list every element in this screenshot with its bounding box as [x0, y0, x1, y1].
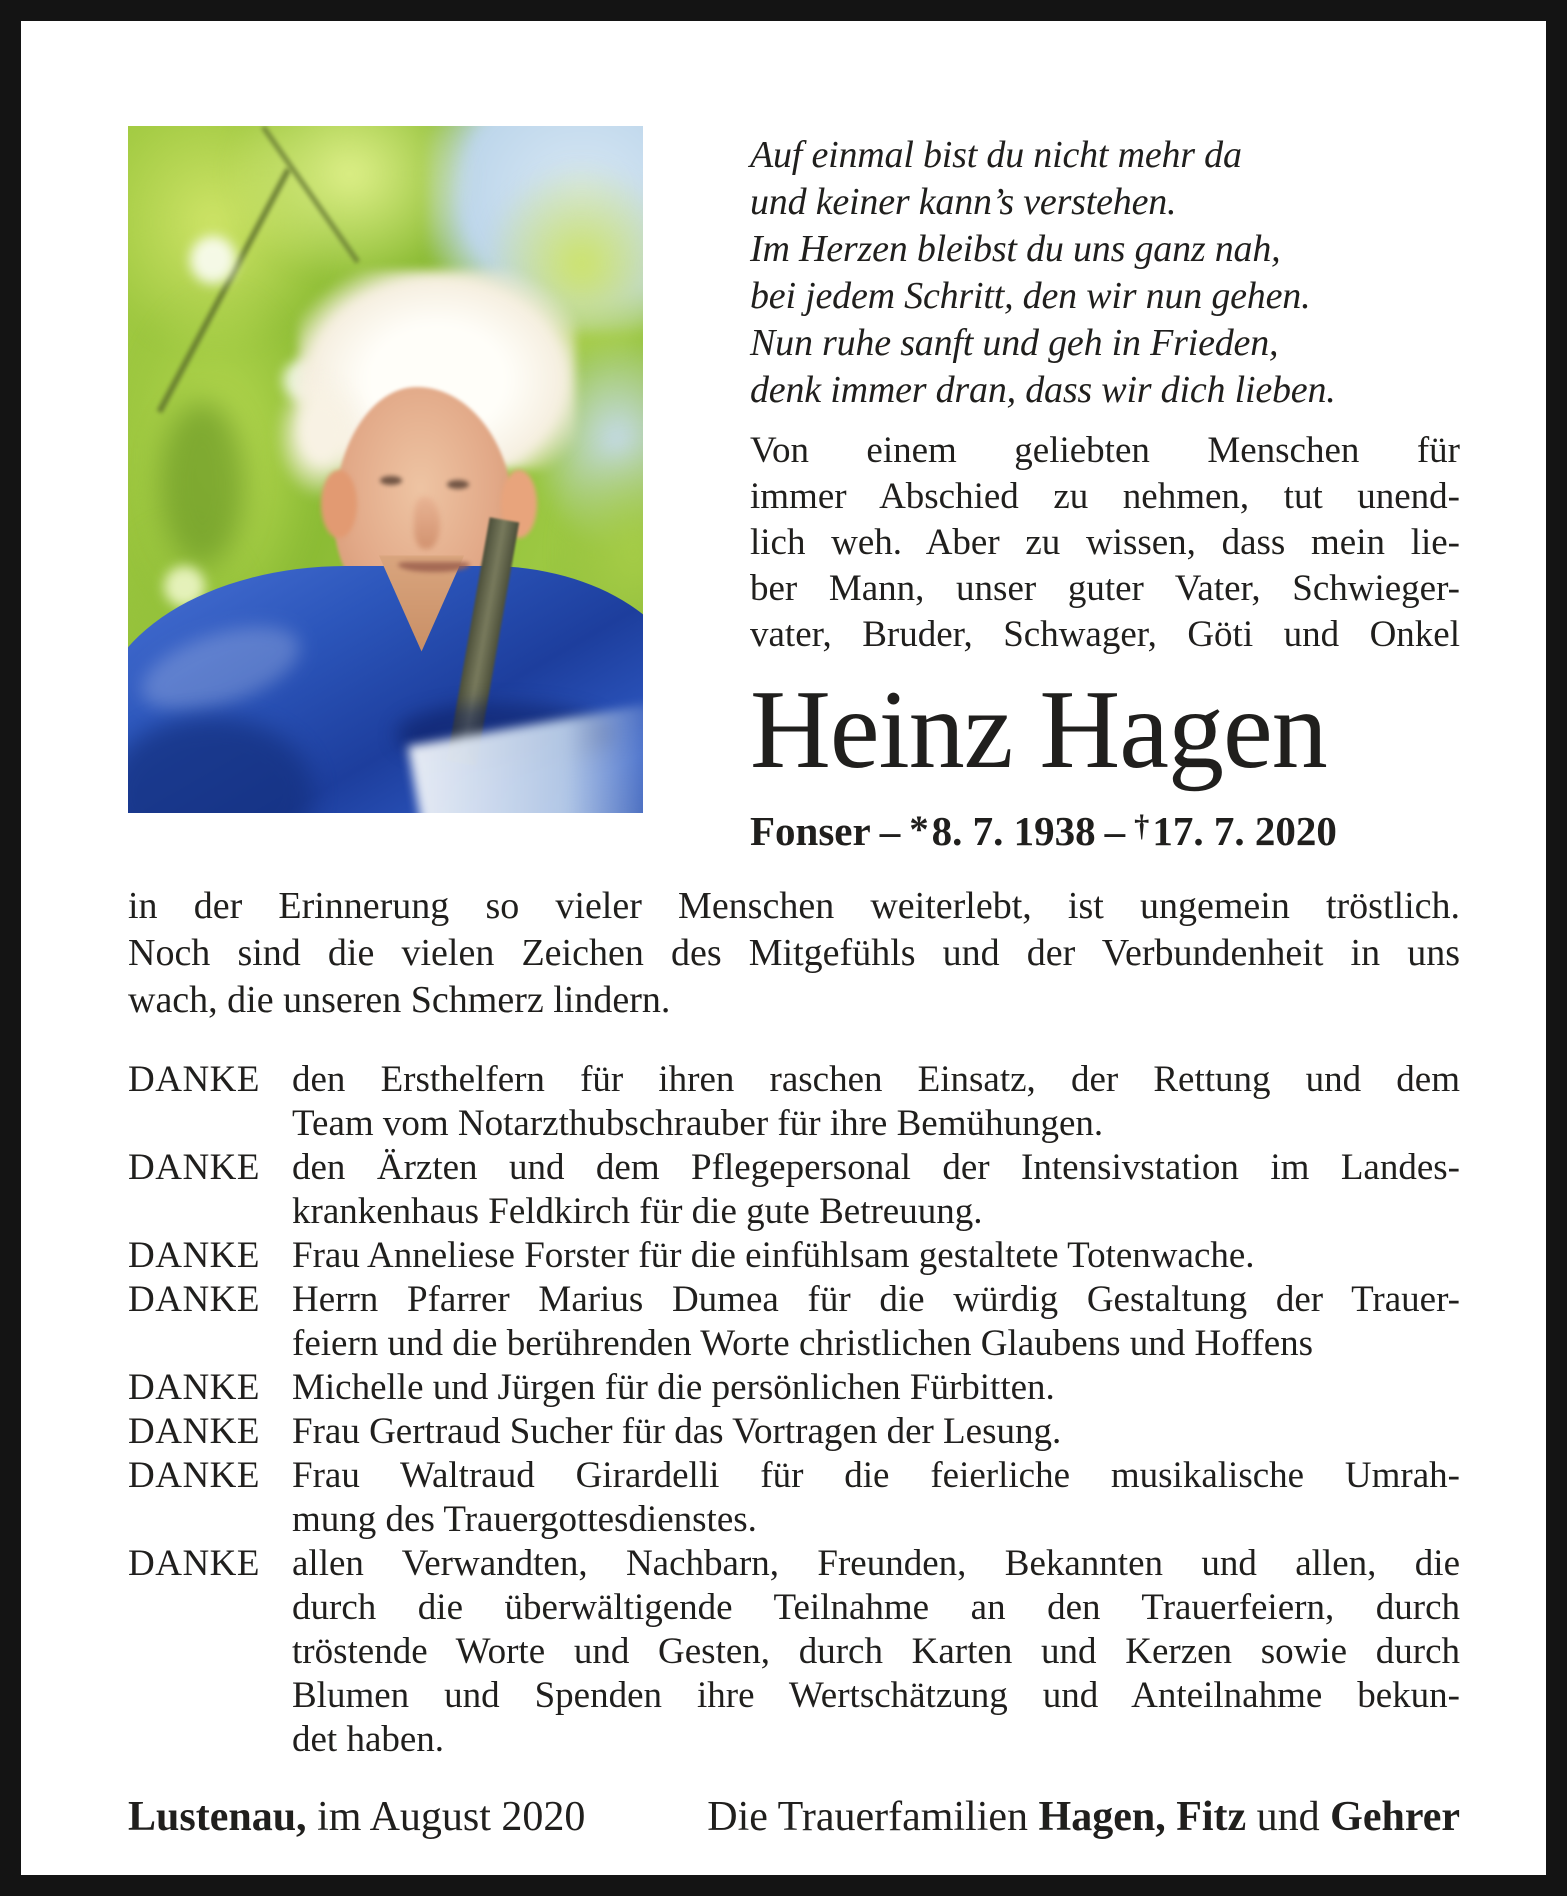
place-and-date [128, 1792, 585, 1842]
photo-nose [414, 497, 440, 549]
text-line: Im Herzen bleibst du uns ganz nah, [750, 228, 1281, 270]
thanks-text [292, 1454, 1460, 1542]
text-line: Nun ruhe sanft und geh in Frieden, [750, 322, 1279, 364]
farewell-paragraph [750, 428, 1460, 658]
thanks-entry [128, 1278, 1460, 1366]
thanks-label: DANKE [128, 1059, 260, 1101]
thanks-label: DANKE [128, 1279, 260, 1321]
photo-light-fleck [190, 236, 236, 284]
text-line: denk immer dran, dass wir dich lieben. [750, 369, 1336, 411]
date: im August 2020 [317, 1794, 586, 1841]
text-line: ber Mann, unser guter Vater, Schwieger- [750, 568, 1460, 609]
photo-eye [447, 480, 469, 489]
thanks-text [292, 1146, 1460, 1234]
text-line: Noch sind die vielen Zeichen des Mitgefühls und der Verbundenheit in uns [128, 932, 1460, 975]
text-line: mung des Trauergottesdienstes. [292, 1499, 757, 1541]
thanks-text [292, 1410, 1460, 1454]
text-line: den Ärzten und dem Pflegepersonal der Intensivstation im Landes- [292, 1147, 1460, 1189]
born-star-symbol: * [909, 807, 929, 851]
photo-foliage-shadow [159, 401, 247, 566]
died-dagger-symbol: † [1134, 809, 1150, 843]
thanks-text [292, 1542, 1460, 1762]
footer-line [128, 1792, 1460, 1842]
thanks-label: DANKE [128, 1543, 260, 1585]
dash-separator: – [879, 808, 901, 855]
text-line: Frau Anneliese Forster für die einfühlsam gestaltete Totenwache. [292, 1235, 1255, 1277]
conjunction: und [1256, 1794, 1320, 1841]
text-line: Team vom Notarzthubschrauber für ihre Bemühungen. [292, 1103, 1104, 1145]
thanks-label: DANKE [128, 1235, 260, 1277]
place: Lustenau, [128, 1794, 307, 1841]
text-line: und keiner kann’s verstehen. [750, 181, 1177, 223]
thanks-label: DANKE [128, 1367, 260, 1409]
memorial-poem [750, 126, 1460, 414]
thanks-label: DANKE [128, 1455, 260, 1497]
life-dates [750, 802, 1460, 855]
text-line: wach, die unseren Schmerz lindern. [128, 979, 671, 1022]
deceased-name: Heinz Hagen [750, 668, 1327, 792]
text-line: immer Abschied zu nehmen, tut unend- [750, 476, 1460, 517]
obituary-content [128, 126, 1460, 1842]
text-line: Frau Gertraud Sucher für das Vortragen der Lesung. [292, 1411, 1062, 1453]
thanks-text [292, 1058, 1460, 1146]
text-line: Frau Waltraud Girardelli für die feierliche musikalische Umrah- [292, 1455, 1460, 1497]
text-line: den Ersthelfern für ihren raschen Einsatz, der Rettung und dem [292, 1059, 1460, 1101]
thanks-entry [128, 1146, 1460, 1234]
thanks-entry [128, 1410, 1460, 1454]
text-line: Auf einmal bist du nicht mehr da [750, 134, 1242, 176]
mourning-families [707, 1792, 1460, 1842]
dash-separator: – [1104, 808, 1126, 855]
text-line: durch die überwältigende Teilnahme an den Trauerfeiern, durch [292, 1587, 1460, 1629]
photo-ear [321, 470, 357, 539]
text-line: krankenhaus Feldkirch für die gute Betreuung. [292, 1191, 983, 1233]
text-line: bei jedem Schritt, den wir nun gehen. [750, 275, 1311, 317]
family-group: Gehrer [1330, 1794, 1460, 1841]
thanks-entry [128, 1366, 1460, 1410]
text-line: tröstende Worte und Gesten, durch Karten und Kerzen sowie durch [292, 1631, 1460, 1673]
obituary-page [21, 21, 1546, 1875]
thanks-text [292, 1278, 1460, 1366]
continuation-paragraph [128, 883, 1460, 1024]
thanks-entry [128, 1234, 1460, 1278]
thanks-label: DANKE [128, 1411, 260, 1453]
text-line: det haben. [292, 1719, 445, 1761]
thanks-text [292, 1234, 1460, 1278]
thanks-entry [128, 1058, 1460, 1146]
text-line: feiern und die berührenden Worte christlichen Glaubens und Hoffens [292, 1323, 1314, 1365]
text-line: allen Verwandten, Nachbarn, Freunden, Bekannten und allen, die [292, 1543, 1460, 1585]
text-line: Michelle und Jürgen für die persönlichen Fürbitten. [292, 1367, 1055, 1409]
thanks-list [128, 1058, 1460, 1762]
birth-date: 8. 7. 1938 [931, 808, 1096, 855]
thanks-entry [128, 1454, 1460, 1542]
text-line: vater, Bruder, Schwager, Göti und Onkel [750, 614, 1460, 655]
text-line: lich weh. Aber zu wissen, dass mein lie- [750, 522, 1460, 563]
family-group: Hagen, Fitz [1038, 1794, 1247, 1841]
text-line: Von einem geliebten Menschen für [750, 430, 1460, 471]
text-line: in der Erinnerung so vieler Menschen weiterlebt, ist ungemein tröstlich. [128, 885, 1460, 928]
thanks-label: DANKE [128, 1147, 260, 1189]
thanks-text [292, 1366, 1460, 1410]
top-section [128, 126, 1460, 855]
portrait-photo [128, 126, 643, 813]
text-line: Herrn Pfarrer Marius Dumea für die würdig Gestaltung der Trauer- [292, 1279, 1460, 1321]
right-column [750, 126, 1460, 855]
thanks-entry [128, 1542, 1460, 1762]
text-line: Blumen und Spenden ihre Wertschätzung und Anteilnahme bekun- [292, 1675, 1460, 1717]
families-prefix: Die Trauerfamilien [707, 1794, 1029, 1841]
death-date: 17. 7. 2020 [1152, 808, 1337, 855]
nickname: Fonser [750, 808, 871, 855]
